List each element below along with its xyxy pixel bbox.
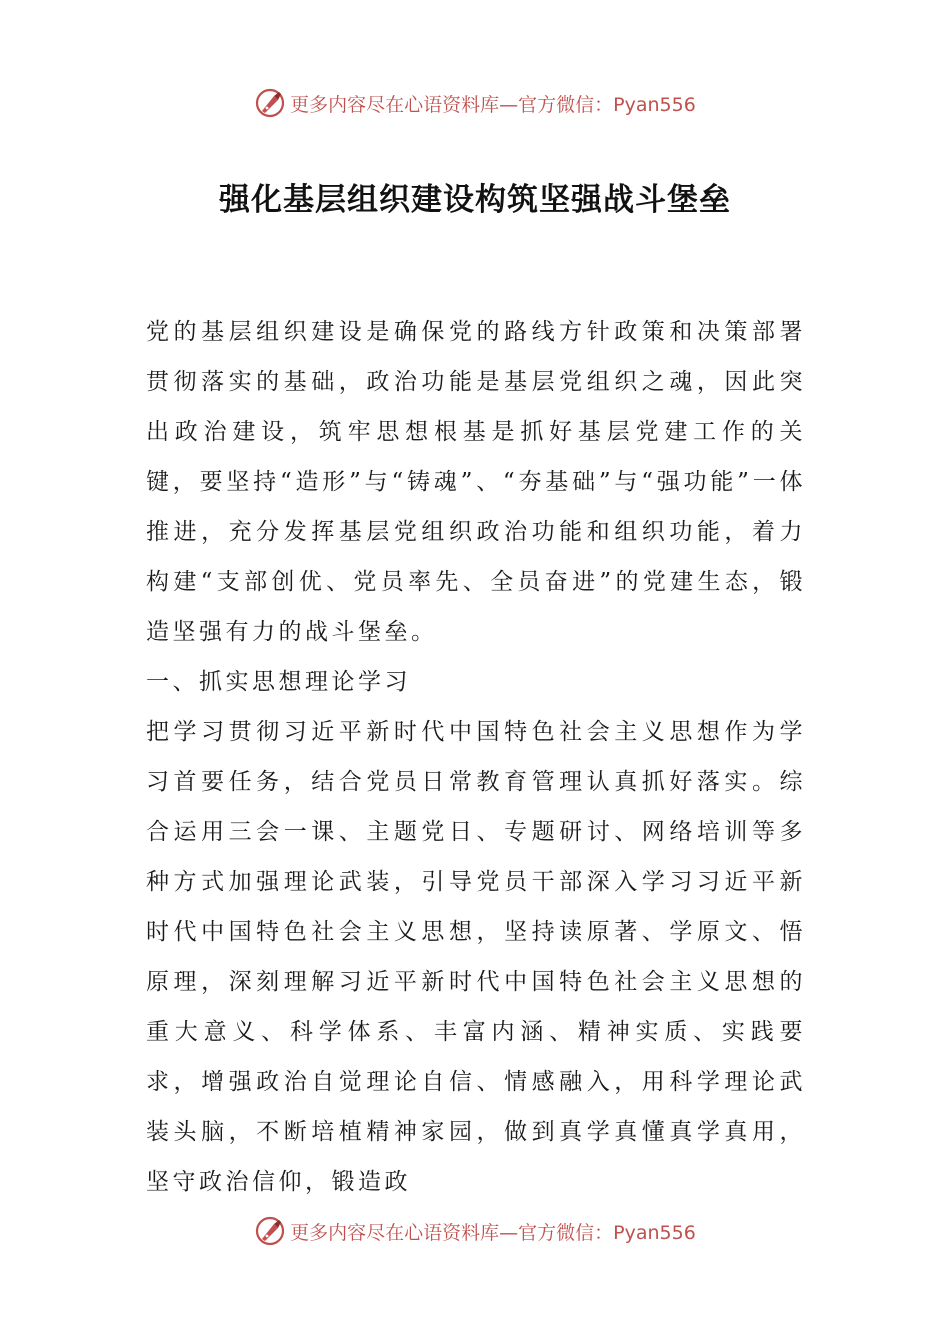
intro-paragraph: 党的基层组织建设是确保党的路线方针政策和决策部署贯彻落实的基础，政治功能是基层党组织之魂，因此突出政治建设，筑牢思想根基是抓好基层党建工作的关键，要坚持“造形”与“铸魂”、“夯基础”与“强功能”一体推进，充分发挥基层党组织政治功能和组织功能，着力构建“支部创优、党员率先、全员奋进”的党建生态，锻造坚强有力的战斗堡垒。	[146, 319, 806, 645]
banner-wechat-text: 官方微信：Pyan556	[518, 93, 696, 116]
header-banner	[0, 83, 950, 123]
pen-nib-logo-icon	[254, 87, 286, 119]
section-heading-1: 一、抓实思想理论学习	[146, 669, 411, 695]
footer-banner	[0, 1211, 950, 1251]
document-title: 强化基层组织建设构筑坚强战斗堡垒	[219, 182, 731, 218]
document-body	[146, 307, 806, 1207]
banner-main-text: 更多内容尽在心语资料库—	[290, 93, 519, 116]
section-1-paragraph: 把学习贯彻习近平新时代中国特色社会主义思想作为学习首要任务，结合党员日常教育管理认真抓好落实。综合运用三会一课、主题党日、专题研讨、网络培训等多种方式加强理论武装，引导党员干部深入学习习近平新时代中国特色社会主义思想，坚持读原著、学原文、悟原理，深刻理解习近平新时代中国特色社会主义思想的重大意义、科学体系、丰富内涵、精神实质、实践要求，增强政治自觉理论自信、情感融入，用科学理论武装头脑，不断培植精神家园，做到真学真懂真学真用，坚守政治信仰，锻造政	[146, 719, 806, 1195]
pen-nib-logo-icon	[254, 1215, 286, 1247]
banner-main-text: 更多内容尽在心语资料库—	[290, 1221, 519, 1244]
banner-wechat-text: 官方微信：Pyan556	[518, 1221, 696, 1244]
